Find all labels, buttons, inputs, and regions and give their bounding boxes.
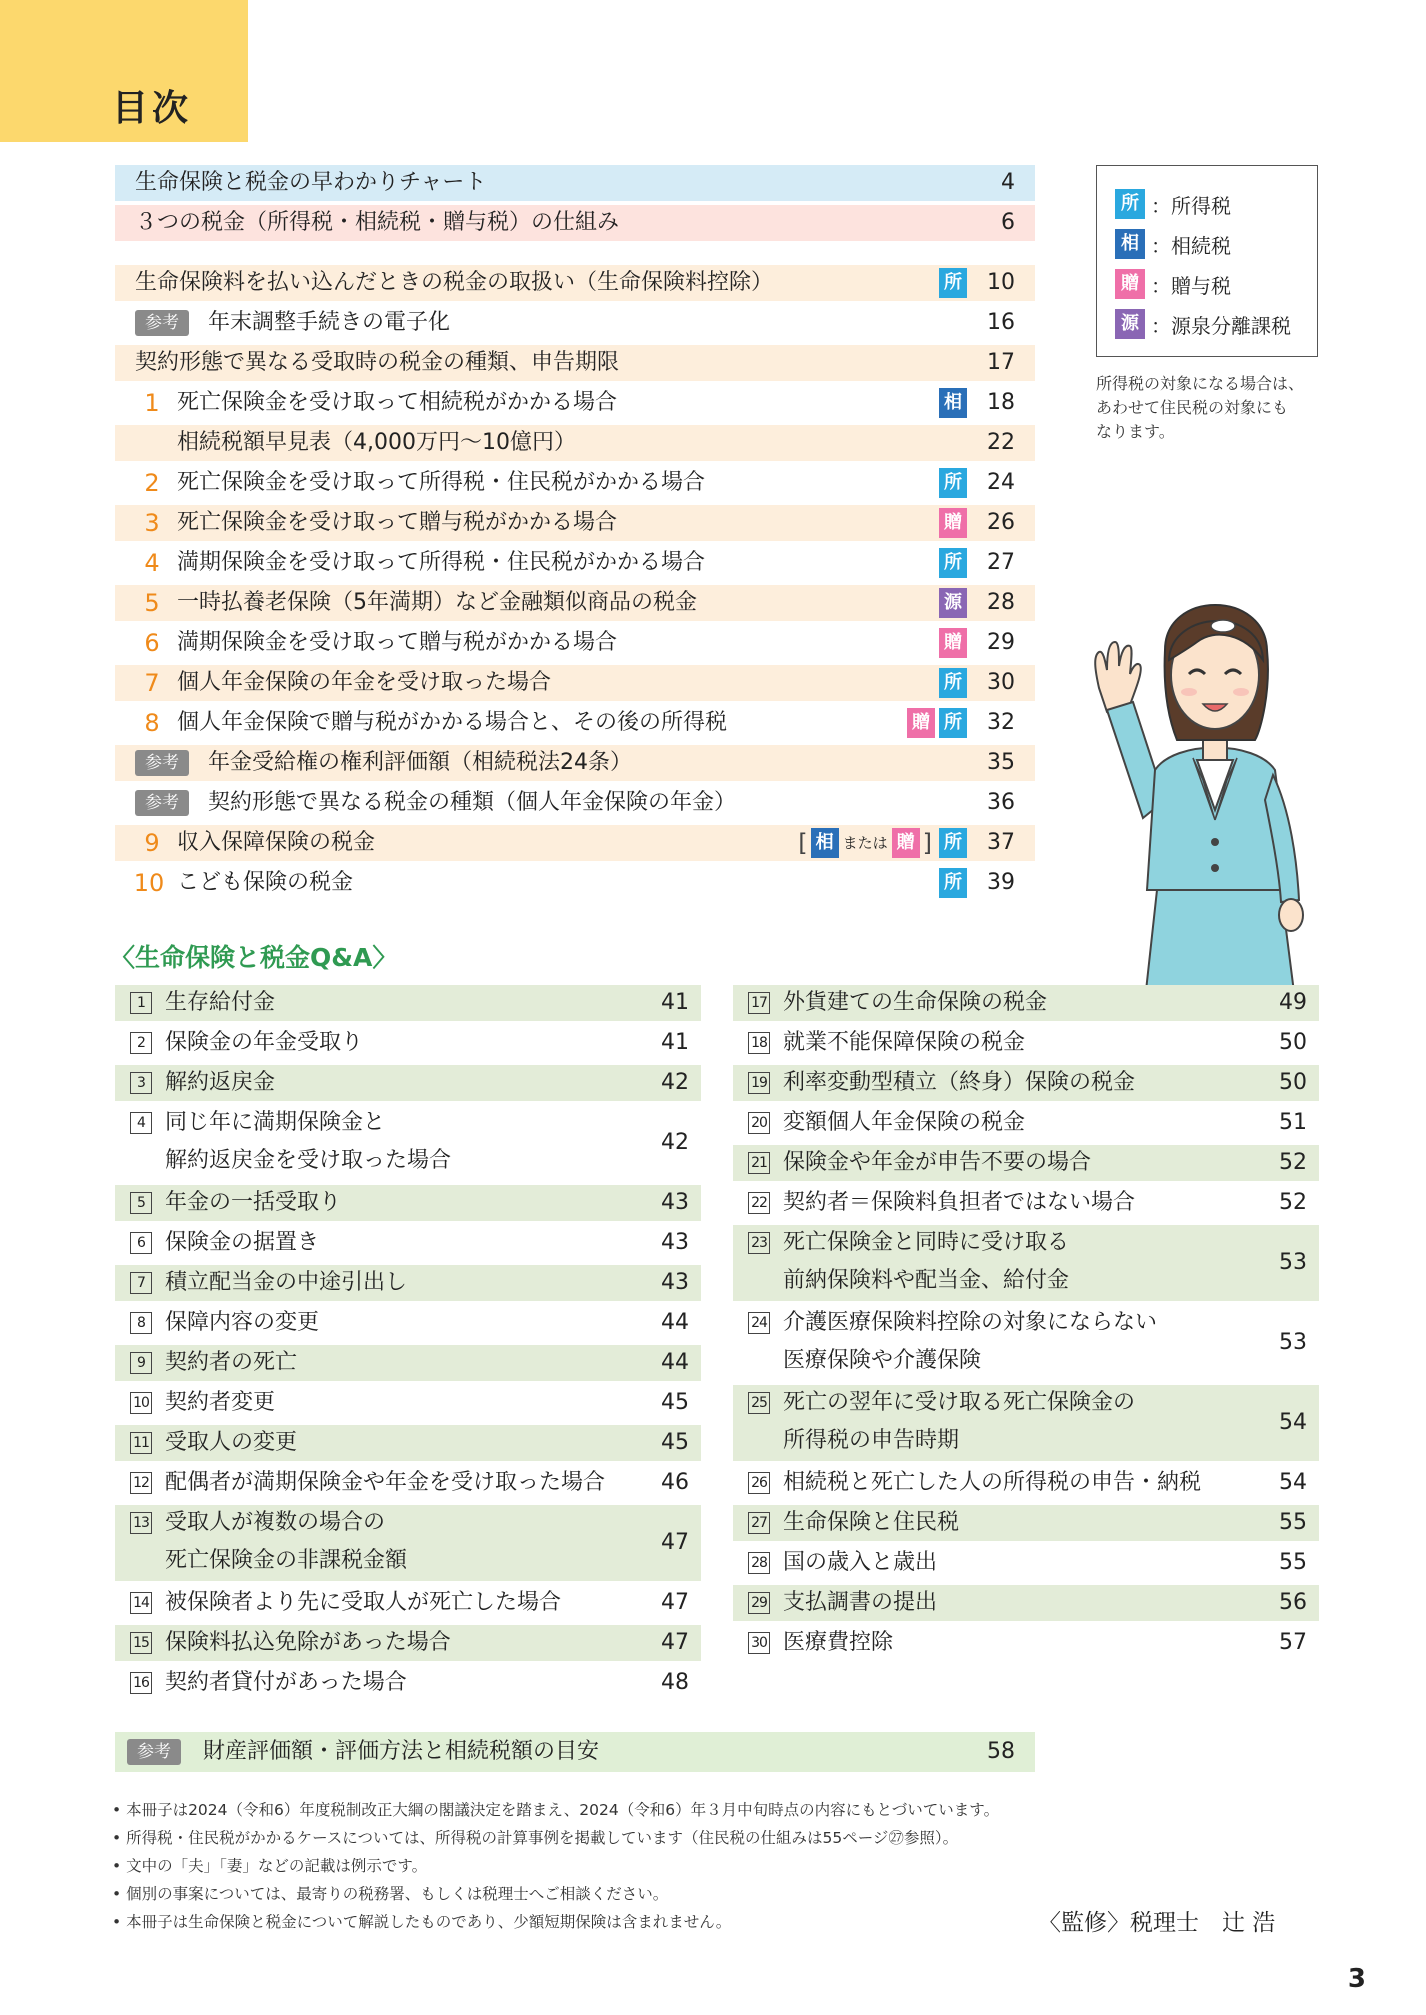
qa-number: 22 bbox=[748, 1192, 770, 1214]
qa-text: 医療費控除 bbox=[783, 1630, 894, 1655]
qa-text: 就業不能保障保険の税金 bbox=[783, 1030, 1026, 1055]
toc-page: 39 bbox=[987, 870, 1015, 895]
qa-text: 契約者の死亡 bbox=[165, 1350, 298, 1375]
qa-number: 19 bbox=[748, 1072, 770, 1094]
footnote: • 個別の事案については、最寄りの税務署、もしくは税理士へご相談ください。 bbox=[112, 1885, 669, 1903]
toc-row[interactable] bbox=[115, 345, 1035, 381]
qa-row[interactable] bbox=[115, 1465, 701, 1501]
qa-row[interactable] bbox=[115, 985, 701, 1021]
toc-row[interactable] bbox=[115, 625, 1035, 661]
qa-number: 8 bbox=[130, 1312, 152, 1334]
qa-row[interactable] bbox=[733, 1025, 1319, 1061]
qa-page: 55 bbox=[1279, 1510, 1307, 1535]
qa-row[interactable] bbox=[733, 1585, 1319, 1621]
qa-text: 解約返戻金 bbox=[165, 1070, 276, 1095]
toc-text: 死亡保険金を受け取って所得税・住民税がかかる場合 bbox=[177, 470, 706, 495]
toc-page: 36 bbox=[987, 790, 1015, 815]
qa-row[interactable] bbox=[115, 1425, 701, 1461]
qa-row[interactable] bbox=[115, 1585, 701, 1621]
toc-text: こども保険の税金 bbox=[177, 870, 354, 895]
qa-number: 20 bbox=[748, 1112, 770, 1134]
shotoku-badge: 所 bbox=[939, 548, 967, 578]
qa-page: 57 bbox=[1279, 1630, 1307, 1655]
toc-text: 相続税額早見表（4,000万円〜10億円） bbox=[177, 430, 576, 455]
qa-page: 45 bbox=[661, 1390, 689, 1415]
qa-row[interactable] bbox=[733, 1225, 1319, 1301]
bracket-open: [ bbox=[798, 829, 808, 857]
toc-page: 26 bbox=[987, 510, 1015, 535]
toc-number: 2 bbox=[144, 469, 160, 497]
toc-row[interactable] bbox=[115, 385, 1035, 421]
qa-text-line2: 医療保険や介護保険 bbox=[783, 1348, 982, 1373]
qa-page: 43 bbox=[661, 1270, 689, 1295]
qa-list-right bbox=[733, 985, 1319, 1665]
qa-text: 死亡の翌年に受け取る死亡保険金の bbox=[783, 1390, 1136, 1415]
qa-row[interactable] bbox=[733, 1305, 1319, 1381]
qa-row[interactable] bbox=[115, 1385, 701, 1421]
shotoku-badge: 所 bbox=[939, 868, 967, 898]
qa-text: 積立配当金の中途引出し bbox=[165, 1270, 408, 1295]
qa-page: 52 bbox=[1279, 1190, 1307, 1215]
toc-page: 30 bbox=[987, 670, 1015, 695]
qa-number: 26 bbox=[748, 1472, 770, 1494]
legend-label: ：相続税 bbox=[1151, 233, 1231, 258]
toc-text: 生命保険と税金の早わかりチャート bbox=[135, 170, 487, 195]
sozoku-badge: 相 bbox=[1115, 229, 1145, 259]
qa-number: 10 bbox=[130, 1392, 152, 1414]
qa-row[interactable] bbox=[115, 1345, 701, 1381]
shotoku-badge: 所 bbox=[939, 468, 967, 498]
qa-number: 27 bbox=[748, 1512, 770, 1534]
qa-text: 変額個人年金保険の税金 bbox=[783, 1110, 1026, 1135]
qa-row[interactable] bbox=[733, 1145, 1319, 1181]
qa-page: 53 bbox=[1279, 1330, 1307, 1355]
toc-page: 28 bbox=[987, 590, 1015, 615]
toc-text: 年金受給権の権利評価額（相続税法24条） bbox=[208, 750, 632, 775]
toc-row[interactable] bbox=[115, 825, 1035, 861]
qa-number: 18 bbox=[748, 1032, 770, 1054]
toc-number: 3 bbox=[144, 509, 160, 537]
shotoku-badge: 所 bbox=[939, 708, 967, 738]
qa-page: 41 bbox=[661, 1030, 689, 1055]
toc-text: 死亡保険金を受け取って相続税がかかる場合 bbox=[177, 390, 618, 415]
qa-number: 25 bbox=[748, 1392, 770, 1414]
table-of-contents bbox=[115, 165, 1035, 905]
qa-text: 死亡保険金と同時に受け取る bbox=[783, 1230, 1070, 1255]
gensen-badge: 源 bbox=[939, 588, 967, 618]
shotoku-badge: 所 bbox=[939, 668, 967, 698]
toc-page: 6 bbox=[1001, 210, 1015, 235]
qa-number: 28 bbox=[748, 1552, 770, 1574]
toc-row[interactable] bbox=[115, 425, 1035, 461]
qa-heading: 〈生命保険と税金Q&A〉 bbox=[110, 943, 398, 972]
qa-number: 12 bbox=[130, 1472, 152, 1494]
qa-row[interactable] bbox=[733, 1505, 1319, 1541]
qa-page: 44 bbox=[661, 1350, 689, 1375]
title-block bbox=[0, 0, 248, 142]
qa-row[interactable] bbox=[115, 1065, 701, 1101]
toc-page: 18 bbox=[987, 390, 1015, 415]
toc-text: 契約形態で異なる税金の種類（個人年金保険の年金） bbox=[208, 790, 737, 815]
qa-page: 45 bbox=[661, 1430, 689, 1455]
qa-row[interactable] bbox=[115, 1265, 701, 1301]
toc-row[interactable] bbox=[115, 165, 1035, 201]
toc-row[interactable] bbox=[115, 865, 1035, 901]
shotoku-badge: 所 bbox=[939, 828, 967, 858]
toc-page: 16 bbox=[987, 310, 1015, 335]
qa-text: 年金の一括受取り bbox=[165, 1190, 342, 1215]
bracket-close: ] bbox=[922, 829, 932, 857]
supervisor-credit: 〈監修〉税理士 辻 浩 bbox=[1038, 1910, 1276, 1936]
reference-label: 参考 bbox=[135, 790, 189, 816]
qa-text: 生存給付金 bbox=[165, 990, 276, 1015]
qa-number: 11 bbox=[130, 1432, 152, 1454]
toc-row[interactable] bbox=[115, 265, 1035, 301]
zoyo-badge: 贈 bbox=[939, 628, 967, 658]
qa-number: 5 bbox=[130, 1192, 152, 1214]
qa-row[interactable] bbox=[115, 1025, 701, 1061]
qa-page: 46 bbox=[661, 1470, 689, 1495]
toc-row[interactable] bbox=[115, 205, 1035, 241]
qa-number: 16 bbox=[130, 1672, 152, 1694]
toc-row[interactable] bbox=[115, 785, 1035, 821]
qa-number: 24 bbox=[748, 1312, 770, 1334]
gensen-badge: 源 bbox=[1115, 309, 1145, 339]
qa-text-line2: 所得税の申告時期 bbox=[783, 1428, 960, 1453]
footnote: • 本冊子は生命保険と税金について解説したものであり、少額短期保険は含まれません。 bbox=[112, 1913, 732, 1931]
reference-label: 参考 bbox=[135, 310, 189, 336]
legend-label: ：源泉分離課税 bbox=[1151, 313, 1291, 338]
reference-label: 参考 bbox=[135, 750, 189, 776]
qa-number: 7 bbox=[130, 1272, 152, 1294]
toc-page: 22 bbox=[987, 430, 1015, 455]
toc-row[interactable] bbox=[115, 665, 1035, 701]
qa-row[interactable] bbox=[733, 1545, 1319, 1581]
legend-item bbox=[1115, 304, 1317, 344]
qa-text: 受取人の変更 bbox=[165, 1430, 298, 1455]
qa-page: 43 bbox=[661, 1190, 689, 1215]
qa-text: 介護医療保険料控除の対象にならない bbox=[783, 1310, 1158, 1335]
qa-row[interactable] bbox=[115, 1105, 701, 1181]
legend-label: ：贈与税 bbox=[1151, 273, 1231, 298]
toc-page: 24 bbox=[987, 470, 1015, 495]
shotoku-badge: 所 bbox=[939, 268, 967, 298]
toc-text: 生命保険料を払い込んだときの税金の取扱い（生命保険料控除） bbox=[135, 270, 774, 295]
qa-text: 受取人が複数の場合の bbox=[165, 1510, 386, 1535]
qa-text: 配偶者が満期保険金や年金を受け取った場合 bbox=[165, 1470, 606, 1495]
qa-row[interactable] bbox=[115, 1305, 701, 1341]
footnotes bbox=[112, 1796, 999, 1936]
toc-page: 4 bbox=[1001, 170, 1015, 195]
toc-page: 32 bbox=[987, 710, 1015, 735]
toc-text: 収入保障保険の税金 bbox=[177, 830, 376, 855]
qa-row[interactable] bbox=[115, 1625, 701, 1661]
toc-text: 個人年金保険で贈与税がかかる場合と、その後の所得税 bbox=[177, 710, 728, 735]
qa-page: 47 bbox=[661, 1630, 689, 1655]
toc-text: 一時払養老保険（5年満期）など金融類似商品の税金 bbox=[177, 590, 697, 615]
reference-label: 参考 bbox=[127, 1739, 181, 1765]
sozoku-badge: 相 bbox=[811, 828, 839, 858]
toc-text: ３つの税金（所得税・相続税・贈与税）の仕組み bbox=[135, 210, 620, 235]
toc-number: 9 bbox=[144, 829, 160, 857]
businesswoman-illustration bbox=[1085, 570, 1345, 1000]
toc-row[interactable] bbox=[115, 465, 1035, 501]
shotoku-badge: 所 bbox=[1115, 189, 1145, 219]
qa-number: 2 bbox=[130, 1032, 152, 1054]
qa-number: 30 bbox=[748, 1632, 770, 1654]
legend-label: ：所得税 bbox=[1151, 193, 1231, 218]
qa-row[interactable] bbox=[115, 1185, 701, 1221]
toc-text: 年末調整手続きの電子化 bbox=[208, 310, 451, 335]
qa-page: 54 bbox=[1279, 1470, 1307, 1495]
toc-text: 契約形態で異なる受取時の税金の種類、申告期限 bbox=[135, 350, 620, 375]
page-title: 目次 bbox=[112, 88, 193, 129]
toc-text: 財産評価額・評価方法と相続税額の目安 bbox=[203, 1739, 600, 1764]
toc-row[interactable] bbox=[115, 745, 1035, 781]
bottom-reference-row[interactable] bbox=[115, 1732, 1035, 1772]
qa-page: 49 bbox=[1279, 990, 1307, 1015]
toc-number: 7 bbox=[144, 669, 160, 697]
qa-row[interactable] bbox=[115, 1225, 701, 1261]
qa-page: 52 bbox=[1279, 1150, 1307, 1175]
qa-text-line2: 前納保険料や配当金、給付金 bbox=[783, 1268, 1070, 1293]
legend-item bbox=[1115, 264, 1317, 304]
qa-row[interactable] bbox=[733, 985, 1319, 1021]
toc-text: 死亡保険金を受け取って贈与税がかかる場合 bbox=[177, 510, 618, 535]
qa-number: 4 bbox=[130, 1112, 152, 1134]
qa-number: 6 bbox=[130, 1232, 152, 1254]
qa-text: 保険料払込免除があった場合 bbox=[165, 1630, 451, 1655]
qa-row[interactable] bbox=[115, 1505, 701, 1581]
qa-number: 3 bbox=[130, 1072, 152, 1094]
qa-page: 53 bbox=[1279, 1250, 1307, 1275]
qa-page: 44 bbox=[661, 1310, 689, 1335]
qa-row[interactable] bbox=[733, 1105, 1319, 1141]
qa-text: 保険金の据置き bbox=[165, 1230, 320, 1255]
zoyo-badge: 贈 bbox=[939, 508, 967, 538]
qa-text-line2: 死亡保険金の非課税金額 bbox=[165, 1548, 408, 1573]
qa-row[interactable] bbox=[733, 1465, 1319, 1501]
qa-page: 47 bbox=[661, 1590, 689, 1615]
footnote: • 本冊子は2024（令和6）年度税制改正大綱の閣議決定を踏まえ、2024（令和6）年３月中旬時点の内容にもとづいています。 bbox=[112, 1801, 1000, 1819]
toc-page: 35 bbox=[987, 750, 1015, 775]
qa-row[interactable] bbox=[733, 1385, 1319, 1461]
qa-text: 国の歳入と歳出 bbox=[783, 1550, 938, 1575]
qa-text: 利率変動型積立（終身）保険の税金 bbox=[783, 1070, 1136, 1095]
footnote: • 文中の「夫」「妻」などの記載は例示です。 bbox=[112, 1857, 428, 1875]
qa-page: 42 bbox=[661, 1070, 689, 1095]
toc-number: 5 bbox=[144, 589, 160, 617]
qa-text-line2: 解約返戻金を受け取った場合 bbox=[165, 1148, 452, 1173]
qa-text: 同じ年に満期保険金と bbox=[165, 1110, 386, 1135]
qa-page: 47 bbox=[661, 1530, 689, 1555]
qa-text: 保険金の年金受取り bbox=[165, 1030, 364, 1055]
toc-page: 17 bbox=[987, 350, 1015, 375]
qa-page: 50 bbox=[1279, 1070, 1307, 1095]
zoyo-badge: 贈 bbox=[892, 828, 920, 858]
toc-page: 58 bbox=[987, 1739, 1015, 1764]
sozoku-badge: 相 bbox=[939, 388, 967, 418]
qa-number: 23 bbox=[748, 1232, 770, 1254]
qa-page: 56 bbox=[1279, 1590, 1307, 1615]
toc-number: 4 bbox=[144, 549, 160, 577]
qa-text: 支払調書の提出 bbox=[783, 1590, 938, 1615]
qa-number: 21 bbox=[748, 1152, 770, 1174]
qa-number: 1 bbox=[130, 992, 152, 1014]
legend-note bbox=[1096, 372, 1346, 444]
legend-item bbox=[1115, 224, 1317, 264]
qa-text: 被保険者より先に受取人が死亡した場合 bbox=[165, 1590, 562, 1615]
qa-page: 43 bbox=[661, 1230, 689, 1255]
qa-number: 17 bbox=[748, 992, 770, 1014]
qa-page: 55 bbox=[1279, 1550, 1307, 1575]
legend-note-line: 所得税の対象になる場合は、 bbox=[1096, 374, 1305, 393]
qa-row[interactable] bbox=[733, 1625, 1319, 1661]
qa-text: 外貨建ての生命保険の税金 bbox=[783, 990, 1048, 1015]
qa-number: 13 bbox=[130, 1512, 152, 1534]
toc-row[interactable] bbox=[115, 705, 1035, 741]
toc-number: 1 bbox=[144, 389, 160, 417]
qa-page: 54 bbox=[1279, 1410, 1307, 1435]
qa-row[interactable] bbox=[733, 1185, 1319, 1221]
toc-text: 満期保険金を受け取って所得税・住民税がかかる場合 bbox=[177, 550, 706, 575]
toc-page: 27 bbox=[987, 550, 1015, 575]
toc-row[interactable] bbox=[115, 585, 1035, 621]
toc-row[interactable] bbox=[115, 545, 1035, 581]
zoyo-badge: 贈 bbox=[1115, 269, 1145, 299]
toc-number: 8 bbox=[144, 709, 160, 737]
badge-legend bbox=[1096, 165, 1318, 357]
page-number: 3 bbox=[1347, 1964, 1366, 1994]
or-text: または bbox=[842, 834, 888, 852]
toc-number: 10 bbox=[133, 869, 165, 897]
toc-text: 個人年金保険の年金を受け取った場合 bbox=[177, 670, 552, 695]
qa-number: 29 bbox=[748, 1592, 770, 1614]
qa-text: 保険金や年金が申告不要の場合 bbox=[783, 1150, 1092, 1175]
qa-page: 42 bbox=[661, 1130, 689, 1155]
toc-number: 6 bbox=[144, 629, 160, 657]
toc-page: 29 bbox=[987, 630, 1015, 655]
qa-row[interactable] bbox=[115, 1665, 701, 1701]
qa-page: 41 bbox=[661, 990, 689, 1015]
toc-page: 37 bbox=[987, 830, 1015, 855]
qa-page: 50 bbox=[1279, 1030, 1307, 1055]
toc-text: 満期保険金を受け取って贈与税がかかる場合 bbox=[177, 630, 618, 655]
qa-number: 15 bbox=[130, 1632, 152, 1654]
qa-text: 相続税と死亡した人の所得税の申告・納税 bbox=[783, 1470, 1202, 1495]
qa-text: 契約者変更 bbox=[165, 1390, 276, 1415]
toc-row[interactable] bbox=[115, 505, 1035, 541]
toc-page: 10 bbox=[987, 270, 1015, 295]
qa-number: 9 bbox=[130, 1352, 152, 1374]
qa-page: 48 bbox=[661, 1670, 689, 1695]
toc-row[interactable] bbox=[115, 305, 1035, 341]
qa-text: 契約者貸付があった場合 bbox=[165, 1670, 407, 1695]
qa-number: 14 bbox=[130, 1592, 152, 1614]
legend-note-line: なります。 bbox=[1096, 422, 1175, 441]
qa-text: 保障内容の変更 bbox=[165, 1310, 320, 1335]
zoyo-badge: 贈 bbox=[907, 708, 935, 738]
qa-page: 51 bbox=[1279, 1110, 1307, 1135]
qa-text: 生命保険と住民税 bbox=[783, 1510, 960, 1535]
legend-note-line: あわせて住民税の対象にも bbox=[1096, 398, 1289, 417]
footnote: • 所得税・住民税がかかるケースについては、所得税の計算事例を掲載しています（住民税の仕組みは55ページ㉗参照）。 bbox=[112, 1829, 959, 1847]
legend-item bbox=[1115, 184, 1317, 224]
qa-text: 契約者＝保険料負担者ではない場合 bbox=[783, 1190, 1136, 1215]
qa-row[interactable] bbox=[733, 1065, 1319, 1101]
qa-list-left bbox=[115, 985, 701, 1705]
